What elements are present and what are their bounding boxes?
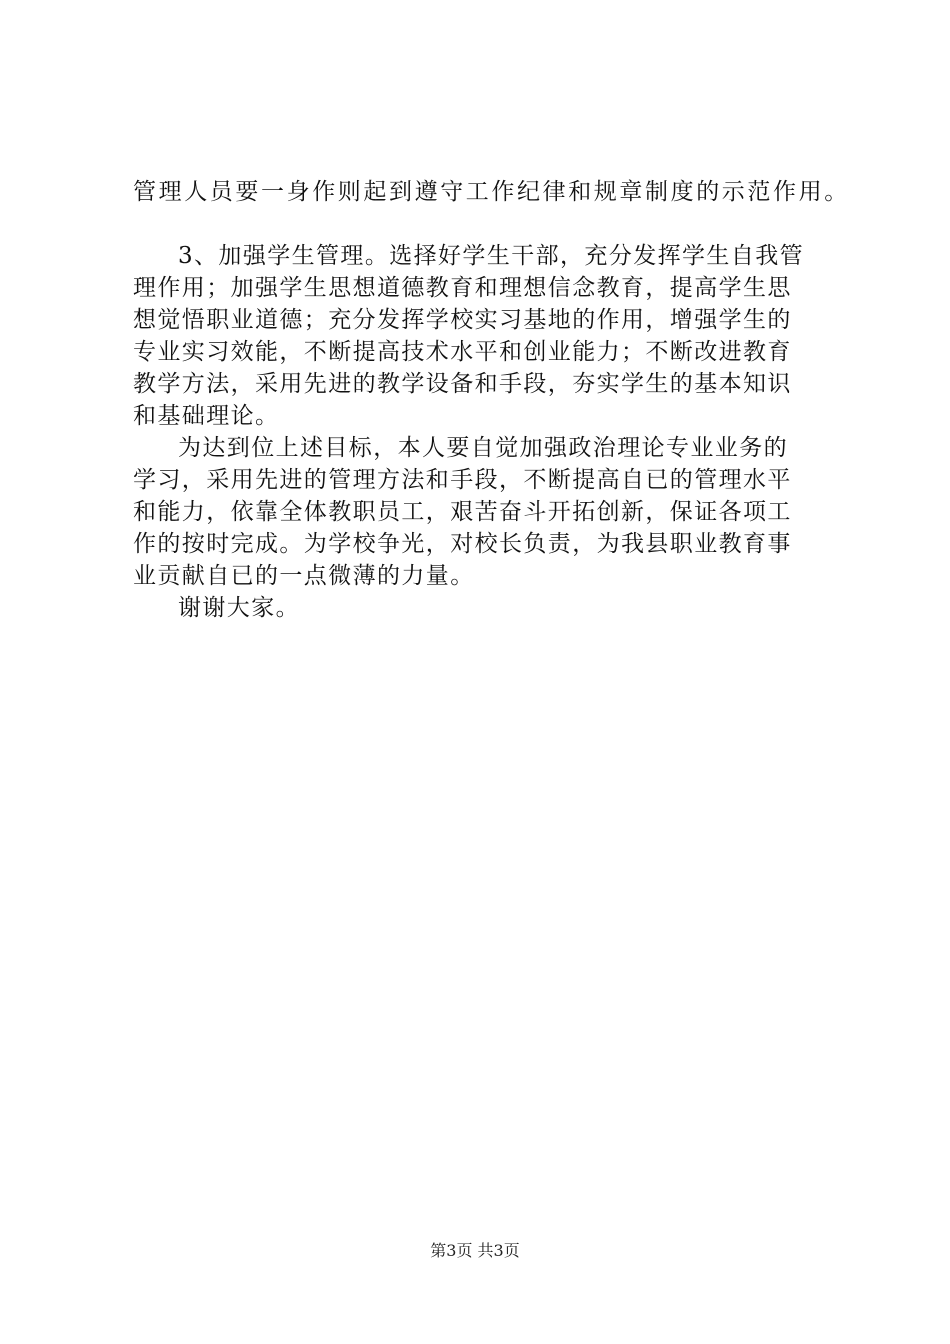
- paragraph-line: 学习，采用先进的管理方法和手段，不断提高自已的管理水平: [133, 467, 792, 493]
- paragraph-line: 谢谢大家。: [178, 595, 300, 621]
- paragraph-line: 为达到位上述目标，本人要自觉加强政治理论专业业务的: [178, 435, 788, 461]
- paragraph-line: 管理人员要一身作则起到遵守工作纪律和规章制度的示范作用。: [133, 179, 850, 205]
- paragraph-line: 想觉悟职业道德；充分发挥学校实习基地的作用，增强学生的: [133, 307, 792, 333]
- paragraph-line: 教学方法，采用先进的教学设备和手段，夯实学生的基本知识: [133, 371, 792, 397]
- paragraph-line: 业贡献自已的一点微薄的力量。: [133, 563, 475, 589]
- paragraph-line: 和能力，依靠全体教职员工，艰苦奋斗开拓创新，保证各项工: [133, 499, 792, 525]
- paragraph-line: 和基础理论。: [133, 403, 280, 429]
- paragraph-line: 理作用；加强学生思想道德教育和理想信念教育，提高学生思: [133, 275, 792, 301]
- paragraph-line: 专业实习效能，不断提高技术水平和创业能力；不断改进教育: [133, 339, 792, 365]
- paragraph-line: 3、加强学生管理。选择好学生干部，充分发挥学生自我管: [178, 243, 805, 269]
- page-number-footer: 第3页 共3页: [430, 1241, 520, 1260]
- paragraph-line: 作的按时完成。为学校争光，对校长负责，为我县职业教育事: [133, 531, 792, 557]
